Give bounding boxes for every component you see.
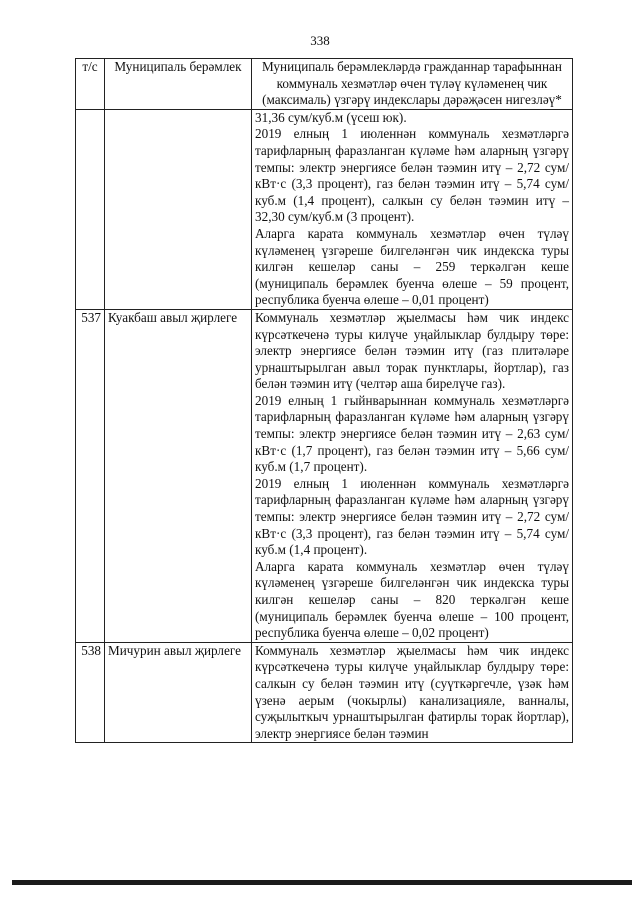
- justification-paragraph: 2019 елның 1 июленнән коммуналь хезмәтләргә тарифларның фаразланган күләме һәм аларның үзгәрү темпы: электр энергиясе белән тәэмин итү – 2,72 сум/кВт·с (3,3 процент), газ белән тәэмин итү – 5,74 сум/куб.м (1,4 процент).: [255, 475, 569, 558]
- justification-paragraph: Коммуналь хезмәтләр җыелмасы һәм чик индекс күрсәткеченә туры килүче уңайлыклар булдыру төре: электр энергиясе белән тәэмин итү (газ плитәләре урнаштырылган авыл торак пунктлары, йортлар), газ белән тәэмин итү (челтәр аша бирелүче газ).: [255, 309, 569, 392]
- row-number: [76, 109, 105, 309]
- justification-paragraph: 2019 елның 1 гыйнварыннан коммуналь хезмәтләргә тарифларның фаразланган күләме һәм аларның үзгәрү темпы: электр энергиясе белән тәэмин итү – 2,63 сум/кВт·с (1,7 процент), газ белән тәэмин итү – 5,66 сум/куб.м (1,7 процент).: [255, 392, 569, 475]
- page-number: 338: [310, 33, 330, 48]
- row-municipality: Мичурин авыл җирлеге: [105, 642, 252, 743]
- justification-paragraph: 2019 елның 1 июленнән коммуналь хезмәтләргә тарифларның фаразланган күләме һәм аларның үзгәрү темпы: электр энергиясе белән тәэмин итү – 2,72 сум/кВт·с (3,3 процент), газ белән тәэмин итү – 5,74 сум/куб.м (1,4 процент), салкын су белән тәэмин итү – 32,30 сум/куб.м (3 процент).: [255, 126, 569, 225]
- header-municipality: Муниципаль берәмлек: [105, 59, 252, 110]
- row-number: 538: [76, 642, 105, 743]
- row-justification: [252, 109, 573, 309]
- row-municipality: [105, 109, 252, 309]
- tariff-table: [75, 58, 573, 743]
- table-body: [76, 109, 573, 743]
- justification-paragraph: 31,36 сум/куб.м (үсеш юк).: [255, 109, 407, 125]
- header-justification: Муниципаль берәмлекләрдә гражданнар тарафыннан коммуналь хезмәтләр өчен түләү күләменең чик (максималь) үзгәрү индекслары дәрәҗәсен нигезләү*: [252, 59, 573, 110]
- justification-paragraph: Аларга карата коммуналь хезмәтләр өчен түләү күләменең үзгәреше билгеләнгән чик индекска туры килгән кешеләр саны – 820 теркәлгән кеше (муниципаль берәмлек буенча өлеше – 100 процент, республика буенча өлеше – 0,02 процент): [255, 558, 569, 641]
- table-header-row: [76, 59, 573, 110]
- table-row: [76, 642, 573, 743]
- scan-border: [12, 880, 632, 885]
- header-number: т/с: [76, 59, 105, 110]
- table-row: [76, 309, 573, 642]
- row-justification: [252, 642, 573, 743]
- row-justification: [252, 309, 573, 642]
- justification-paragraph: Коммуналь хезмәтләр җыелмасы һәм чик индекс күрсәткеченә туры килүче уңайлыклар булдыру төре: салкын су белән тәэмин итү (суүткәргечле, үзәк һәм үзенә аерым (чокырлы) канализацияле, ванналы, суҗылыткыч урнаштырылган фатирлы торак йортлар), электр энергиясе белән тәэмин: [255, 642, 569, 741]
- table-row: [76, 109, 573, 309]
- row-municipality: Куакбаш авыл җирлеге: [105, 309, 252, 642]
- row-number: 537: [76, 309, 105, 642]
- justification-paragraph: Аларга карата коммуналь хезмәтләр өчен түләү күләменең үзгәреше билгеләнгән чик индекска туры килгән кешеләр саны – 259 теркәлгән кеше (муниципаль берәмлек буенча өлеше – 59 процент, республика буенча өлеше – 0,01 процент): [255, 225, 569, 308]
